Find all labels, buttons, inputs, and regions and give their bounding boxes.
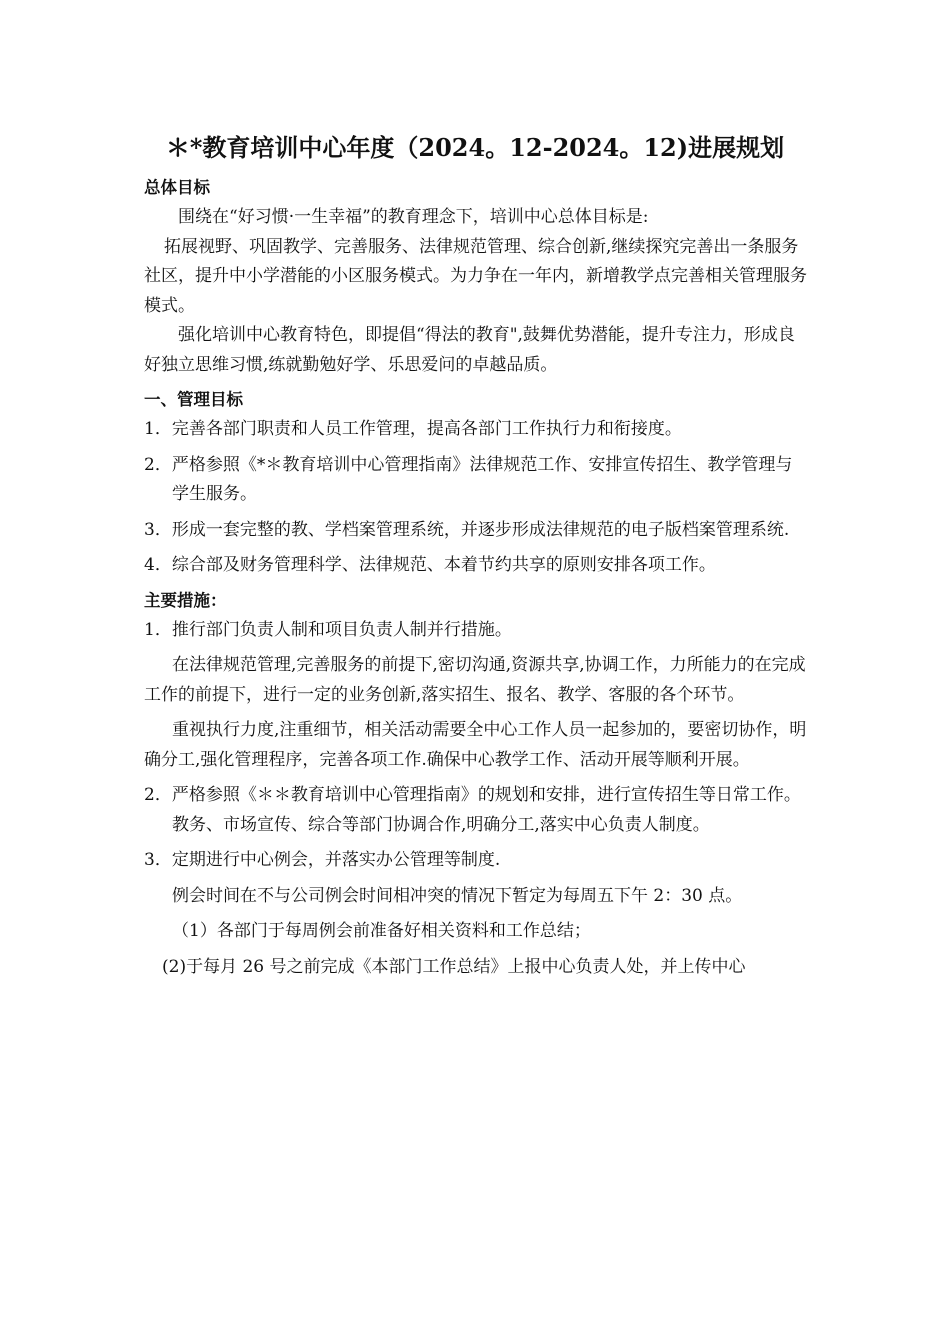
overall-paragraph-1: 拓展视野、巩固教学、完善服务、法律规范管理、综合创新,继续探究完善出一条服务社区，提升中小学潜能的小区服务模式。为力争在一年内，新增教学点完善相关管理服务模式。 xyxy=(144,236,807,316)
management-item-2: 2．严格参照《*＊教育培训中心管理指南》法律规范工作、安排宣传招生、教学管理与学生服务。 xyxy=(144,454,793,504)
heading-management-goals: 一、管理目标 xyxy=(144,390,243,409)
management-item-4: 4．综合部及财务管理科学、法律规范、本着节约共享的原则安排各项工作。 xyxy=(144,555,716,575)
measure-3-paragraph-1: 例会时间在不与公司例会时间相冲突的情况下暂定为每周五下午 2：30 点。 xyxy=(172,885,743,906)
document-body xyxy=(144,172,808,982)
measure-3-sub-2: (2)于每月 26 号之前完成《本部门工作总结》上报中心负责人处，并上传中心 xyxy=(162,956,746,977)
measure-1: 1．推行部门负责人制和项目负责人制并行措施。 xyxy=(144,619,512,640)
overall-paragraph-2: 强化培训中心教育特色，即提倡“得法的教育",鼓舞优势潜能，提升专注力，形成良好独立思维习惯,练就勤勉好学、乐思爱问的卓越品质。 xyxy=(144,325,795,375)
measure-1-paragraph-1: 在法律规范管理,完善服务的前提下,密切沟通,资源共享,协调工作，力所能力的在完成工作的前提下，进行一定的业务创新,落实招生、报名、教学、客服的各个环节。 xyxy=(144,655,806,705)
overall-intro: 围绕在“好习惯·一生幸福”的教育理念下，培训中心总体目标是: xyxy=(178,207,649,227)
management-item-3: 3．形成一套完整的教、学档案管理系统，并逐步形成法律规范的电子版档案管理系统. xyxy=(144,519,790,540)
measure-3-sub-1: （1）各部门于每周例会前准备好相关资料和工作总结； xyxy=(172,921,591,941)
measure-3: 3．定期进行中心例会，并落实办公管理等制度. xyxy=(144,850,501,870)
management-item-1: 1．完善各部门职责和人员工作管理，提高各部门工作执行力和衔接度。 xyxy=(144,419,682,439)
heading-overall-goal: 总体目标 xyxy=(144,178,210,197)
heading-main-measures: 主要措施： xyxy=(144,590,227,610)
measure-1-paragraph-2: 重视执行力度,注重细节，相关活动需要全中心工作人员一起参加的，要密切协作，明确分工,强化管理程序，完善各项工作.确保中心教学工作、活动开展等顺利开展。 xyxy=(144,720,807,770)
document-title: ＊*教育培训中心年度（2024。12-2024。12)进展规划 xyxy=(165,133,785,162)
measure-2: 2．严格参照《＊＊教育培训中心管理指南》的规划和安排，进行宣传招生等日常工作。教务、市场宣传、综合等部门协调合作,明确分工,落实中心负责人制度。 xyxy=(144,785,801,835)
